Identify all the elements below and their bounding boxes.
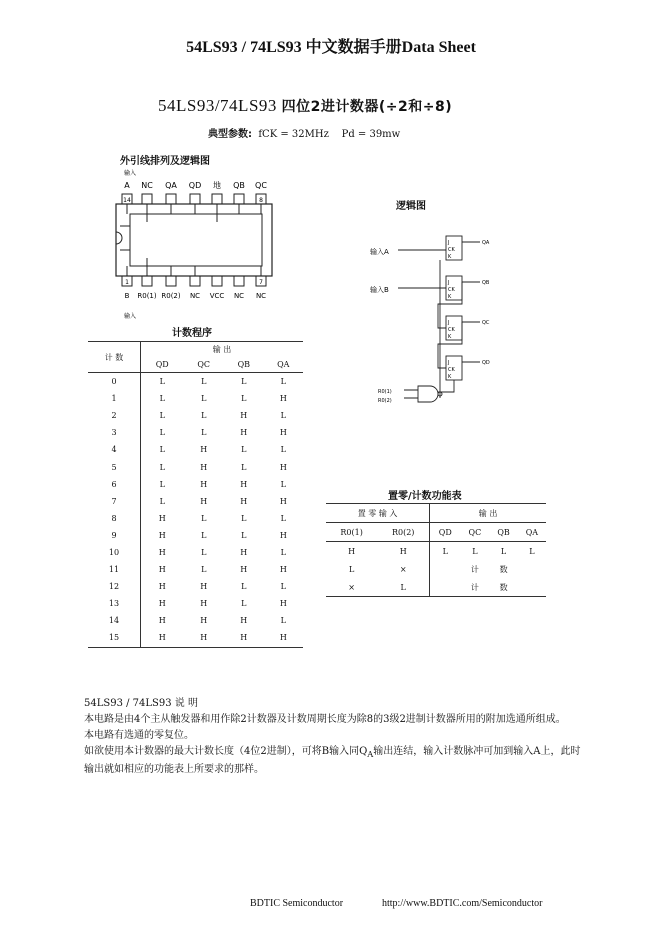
table-row [88,441,303,458]
pin-14-number: 14 [123,197,131,204]
output-value: L [241,445,247,455]
ff2-k: K [448,294,452,300]
logic-output-qa: QA [482,240,490,246]
output-value: H [200,616,208,626]
func-cell: L [472,546,478,556]
description-para-1: 本电路是由4个主从触发器和用作除2计数器及计数周期长度为除8的3级2进制计数器所用的附加选通所组成。 [84,714,566,725]
output-value: L [280,411,286,421]
output-value: L [280,616,286,626]
table-row [88,612,303,629]
ff4-ck: CK [448,367,455,373]
output-value: H [158,599,166,609]
func-table-title: 置零/计数功能表 [388,491,462,502]
ff4-j: J [448,360,450,366]
output-value: H [279,530,287,540]
count-table-title: 计数程序 [172,328,212,339]
func-cell: 计 [470,582,479,592]
func-column-header: QB [497,527,510,537]
count-value: 6 [88,476,141,493]
param-frequency: fCK = 32MHz [258,129,329,140]
func-cell: L [442,546,448,556]
output-value: H [200,496,208,506]
table-row [88,544,303,561]
output-value: H [158,547,166,557]
output-value: H [240,411,248,421]
bottom-pin-label: NC [255,292,267,300]
top-pin-label: QA [165,181,177,190]
func-cell: 计 [470,564,479,574]
typical-params [208,125,400,140]
func-cell: 数 [499,582,508,592]
count-column-header: QC [197,359,211,369]
func-cell: × [377,560,429,578]
output-value: L [201,377,207,387]
output-value: L [280,547,286,557]
description-para-2: 本电路有选通的零复位。 [84,730,194,741]
description-para-3 [84,744,584,778]
count-value: 2 [88,407,141,424]
count-value: 10 [88,544,141,561]
table-row [88,561,303,578]
bottom-pin-label: VCC [209,292,225,300]
output-value: H [158,582,166,592]
output-value: H [279,496,287,506]
func-column-header: QA [525,527,539,537]
output-value: H [200,633,208,643]
bottom-input-label: 输入 [124,313,137,320]
table-row [326,578,546,597]
count-value: 11 [88,561,141,578]
count-value: 15 [88,629,141,647]
count-value: 13 [88,595,141,612]
count-value: 12 [88,578,141,595]
ff3-k: K [448,334,452,340]
output-value: L [201,565,207,575]
table-row [88,424,303,441]
top-pin-label: QD [188,181,202,190]
output-value: L [241,377,247,387]
description-heading: 54LS93 / 74LS93 说 明 [84,698,198,709]
func-column-header: QD [438,527,452,537]
params-label: 典型参数: [208,129,252,140]
output-value: L [201,547,207,557]
ff2-j: J [448,280,450,286]
func-column-header: R0(1) [340,527,363,537]
bottom-pin-label: B [124,292,130,300]
table-row [88,373,303,391]
output-value: H [240,616,248,626]
output-value: H [240,428,248,438]
chip-title [158,96,452,116]
output-value: H [158,513,166,523]
count-value: 9 [88,527,141,544]
description [84,696,584,778]
output-value: H [240,633,248,643]
logic-reset-1: R0(1) [378,389,392,395]
count-value: 7 [88,493,141,510]
pinout-diagram [110,166,280,326]
output-value: H [158,616,166,626]
output-value: L [159,394,165,404]
top-pin-label: A [124,181,130,190]
top-pin-label: QB [233,181,245,190]
func-column-header: R0(2) [377,523,429,542]
top-pin-label: 地 [213,181,221,190]
output-value: H [200,462,208,472]
ff1-k: K [448,254,452,260]
top-pin-label: NC [141,181,153,190]
output-value: L [201,411,207,421]
output-value: L [159,377,165,387]
output-value: H [279,462,287,472]
output-value: H [200,599,208,609]
count-value: 14 [88,612,141,629]
ff3-j: J [448,320,450,326]
pinout-title: 外引线排列及逻辑图 [120,156,210,167]
func-cell: 数 [499,564,508,574]
output-value: L [159,462,165,472]
logic-diagram-title: 逻辑图 [396,201,426,212]
output-value: H [158,565,166,575]
table-row [326,542,546,561]
table-row [88,629,303,647]
count-value: 3 [88,424,141,441]
func-cell: L [500,546,507,556]
output-value: L [241,599,247,609]
output-value: L [280,513,286,523]
count-column-header: QA [277,359,290,369]
output-value: L [241,530,247,540]
output-value: H [200,445,208,455]
footer-company: BDTIC Semiconductor [250,898,344,909]
output-value: L [159,445,165,455]
func-cell [518,560,546,578]
output-value: L [241,462,247,472]
description-para-3a: 如欲使用本计数器的最大计数长度（4位2进制），可将B输入同Q [84,746,368,757]
output-value: H [200,479,208,489]
output-value: L [201,513,207,523]
count-value: 4 [88,441,141,458]
ff1-ck: CK [448,247,455,253]
output-value: H [240,479,248,489]
output-value: L [159,411,165,421]
logic-input-b: 输入B [370,286,389,294]
description-para-3-sub: A [367,749,374,759]
func-output-header: 输 出 [478,508,498,518]
reset-header: 置 零 输 入 [326,504,430,523]
ff4-k: K [448,374,452,380]
table-row [88,578,303,595]
chip-subtitle: 四位2进计数器(÷2和÷8) [281,99,453,115]
bottom-pin-label: R0(2) [161,292,181,300]
count-value: 5 [88,458,141,475]
table-row [88,390,303,407]
count-header: 计 数 [88,342,141,373]
ff2-ck: CK [448,287,455,293]
output-value: H [158,633,166,643]
count-table [88,341,303,648]
output-value: L [280,479,286,489]
func-cell: × [348,582,355,592]
table-row [88,493,303,510]
func-cell: L [529,546,535,556]
chip-part-number: 54LS93/74LS93 [158,96,277,115]
count-value: 1 [88,390,141,407]
logic-diagram [368,228,508,418]
logic-output-qb: QB [482,280,490,286]
param-power: Pd = 39mw [341,129,401,140]
func-column-header: QC [468,527,482,537]
bottom-pin-label: NC [189,292,201,300]
table-row [88,476,303,493]
table-row [88,510,303,527]
output-value: H [240,496,248,506]
output-value: H [279,565,287,575]
func-cell: L [348,564,355,574]
ff3-ck: CK [448,327,455,333]
func-cell: H [377,542,429,561]
output-value: H [240,547,248,557]
output-value: L [280,582,286,592]
logic-output-qc: QC [482,320,490,326]
output-value: L [201,428,207,438]
func-cell [430,560,461,578]
bottom-pin-label: R0(1) [137,292,157,300]
table-row [88,458,303,475]
bottom-pin-label: NC [233,292,245,300]
page-title: 54LS93 / 74LS93 中文数据手册Data Sheet [186,39,476,56]
table-row [88,595,303,612]
top-pin-label: QC [255,181,267,190]
func-table [326,503,546,597]
output-value: L [201,530,207,540]
pin-1-number: 1 [125,279,129,286]
output-value: L [159,428,165,438]
pin-7-number: 7 [259,279,263,286]
func-cell: L [377,578,429,597]
count-value: 0 [88,373,141,391]
func-cell: H [348,546,356,556]
footer-url[interactable]: http://www.BDTIC.com/Semiconductor [382,898,543,909]
table-row [88,527,303,544]
table-row [88,407,303,424]
output-value: H [240,565,248,575]
func-cell [430,578,461,597]
output-value: L [159,479,165,489]
output-value: H [279,428,287,438]
output-value: H [279,394,287,404]
output-value: L [241,394,247,404]
table-row [326,560,546,578]
output-value: L [159,496,165,506]
count-column-header: QD [155,359,169,369]
top-input-label: 输入 [124,170,137,177]
logic-input-a: 输入A [370,248,389,256]
logic-output-qd: QD [482,360,490,366]
output-value: H [279,599,287,609]
output-value: L [280,445,286,455]
output-value: L [280,377,286,387]
output-value: L [241,582,247,592]
output-header: 输 出 [212,344,232,354]
output-value: L [201,394,207,404]
count-value: 8 [88,510,141,527]
logic-reset-2: R0(2) [378,398,392,404]
count-column-header: QB [237,359,250,369]
ff1-j: J [448,240,450,246]
output-value: H [279,633,287,643]
output-value: H [200,582,208,592]
func-cell [518,578,546,597]
pin-8-number: 8 [259,197,263,204]
output-value: L [241,513,247,523]
description-para-3b: 输出连结，输入计数脉冲可加到输入A上，此时输出就如相应的功能表上所要求的那样。 [84,746,581,775]
output-value: H [158,530,166,540]
